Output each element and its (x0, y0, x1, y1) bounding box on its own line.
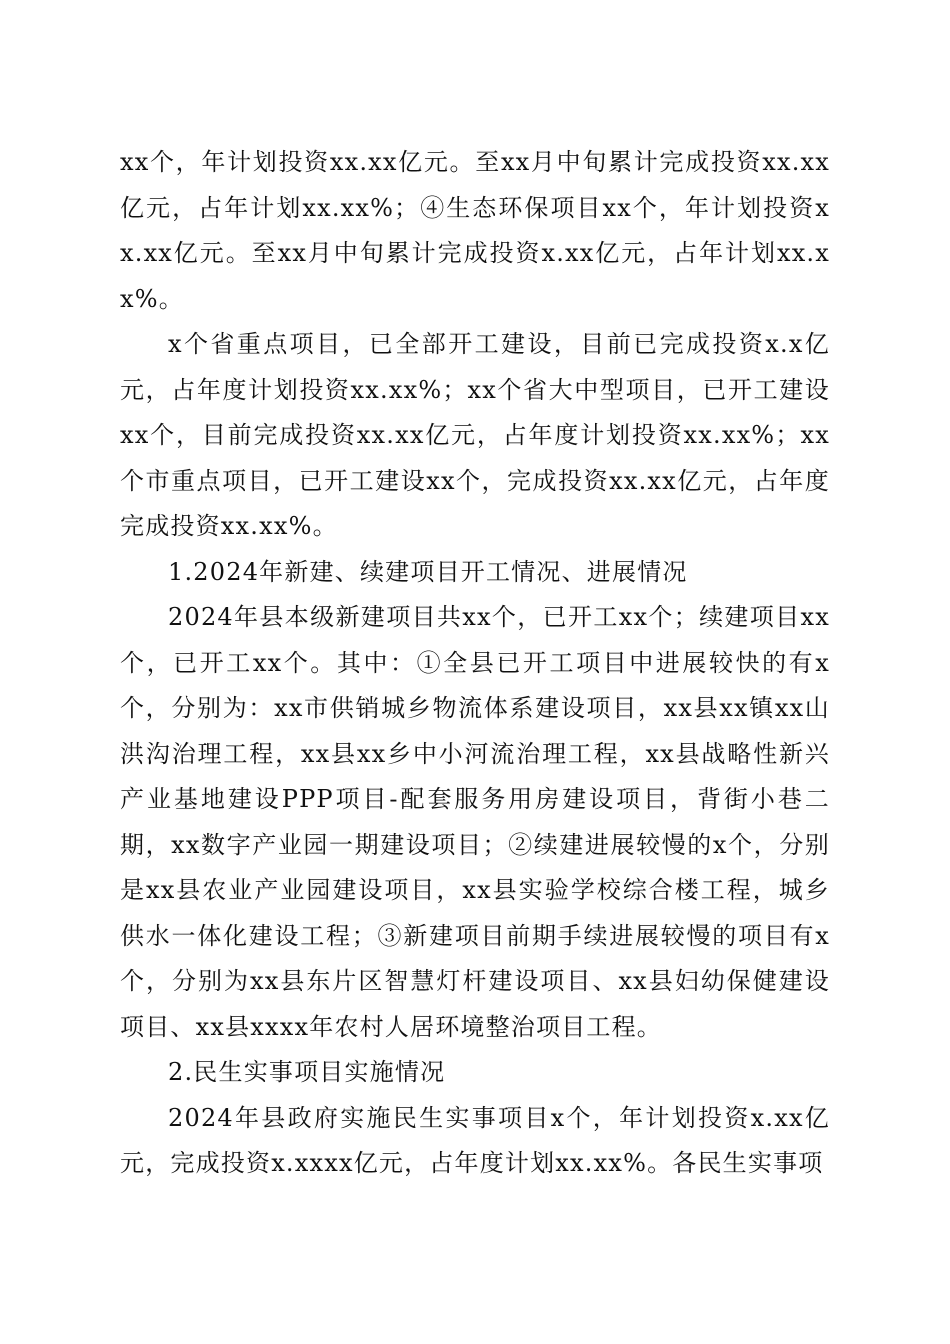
section-heading-1: 1.2024年新建、续建项目开工情况、进展情况 (168, 557, 688, 586)
paragraph-continuation: xx个，年计划投资xx.xx亿元。至xx月中旬累计完成投资xx.xx亿元，占年计划xx.xx%；④生态环保项目xx个，年计划投资xx.xx亿元。至xx月中旬累计完成投资x.xx亿元，占年计划xx.xx%。 (120, 148, 830, 313)
document-body (120, 140, 830, 1187)
section-heading-2: 2.民生实事项目实施情况 (168, 1058, 446, 1086)
paragraph-livelihood-projects: 2024年县政府实施民生实事项目x个，年计划投资x.xx亿元，完成投资x.xxxx亿元，占年度计划xx.xx%。各民生实事项 (120, 1103, 830, 1177)
paragraph-new-projects: 2024年县本级新建项目共xx个，已开工xx个；续建项目xx个，已开工xx个。其中：①全县已开工项目中进展较快的有x个，分别为：xx市供销城乡物流体系建设项目，xx县xx镇xx山洪沟治理工程，xx县xx乡中小河流治理工程，xx县战略性新兴产业基地建设PPP项目-配套服务用房建设项目，背街小巷二期，xx数字产业园一期建设项目；②续建进展较慢的x个，分别是xx县农业产业园建设项目，xx县实验学校综合楼工程，城乡供水一体化建设工程；③新建项目前期手续进展较慢的项目有x个，分别为xx县东片区智慧灯杆建设项目、xx县妇幼保健建设项目、xx县xxxx年农村人居环境整治项目工程。 (120, 603, 830, 1041)
paragraph-key-projects: x个省重点项目，已全部开工建设，目前已完成投资x.x亿元，占年度计划投资xx.xx%；xx个省大中型项目，已开工建设xx个，目前完成投资xx.xx亿元，占年度计划投资xx.xx%；xx个市重点项目，已开工建设xx个，完成投资xx.xx亿元，占年度完成投资xx.xx%。 (120, 330, 830, 540)
